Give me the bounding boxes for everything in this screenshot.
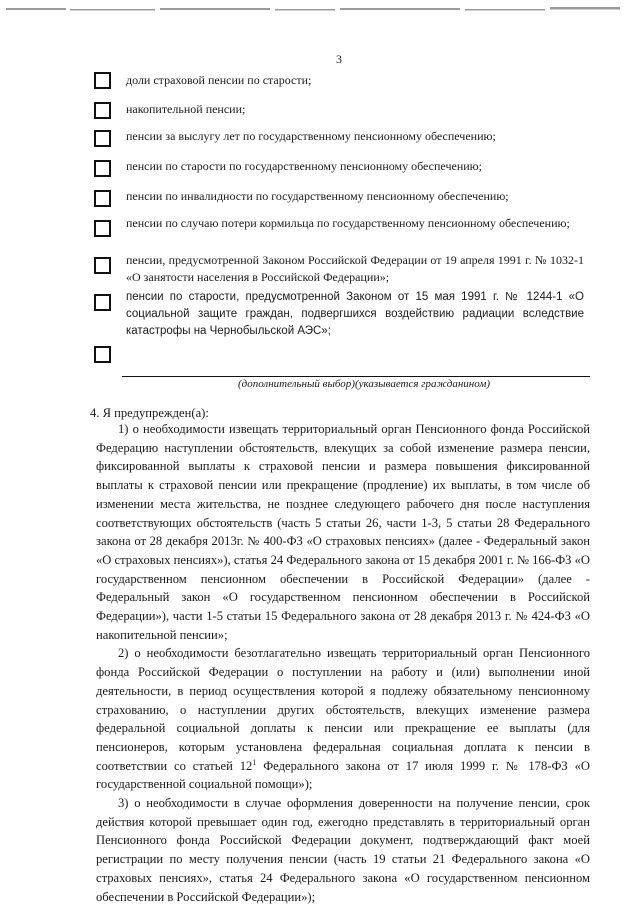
section-heading: 4. Я предупрежден(а): xyxy=(90,406,209,420)
option-label: пенсии за выслугу лет по государственному пенсионному обеспечению; xyxy=(126,129,496,143)
checkbox[interactable] xyxy=(94,257,111,274)
checkbox[interactable] xyxy=(94,220,111,237)
page-number: 3 xyxy=(336,52,342,66)
checkbox[interactable] xyxy=(94,102,111,119)
superscript: 1 xyxy=(252,757,257,767)
checkbox[interactable] xyxy=(94,294,111,311)
warnings-list xyxy=(96,420,590,906)
additional-choice-caption: (дополнительный выбор)(указывается гражданином) xyxy=(237,378,491,390)
option-label: накопительной пенсии; xyxy=(126,102,246,116)
option-label: пенсии по случаю потери кормильца по государственному пенсионному обеспечению; xyxy=(126,216,570,230)
option-label: пенсии, предусмотренной Законом Российской Федерации от 19 апреля 1991 г. № 1032-1 «О занятости населения в Российской Федерации»; xyxy=(126,253,584,284)
checkbox[interactable] xyxy=(94,130,111,147)
checkbox[interactable] xyxy=(94,346,111,363)
warning-item-2-text: 2) о необходимости безотлагательно извещать территориальный орган Пенсионного фонда Российской Федерации о поступлении на работу и (или) выполнении иной деятельности, в период осуществления которой я подлежу обязательному пенсионному страхованию, о наступлении других обстоятельств, влекущих изменение размера федеральной социальной доплаты к пенсии или прекращение ее выплаты (для пенсионеров, которым установлена федеральная социальная доплата к пенсии в соответствии со статьей 12 xyxy=(96,646,590,773)
option-label: пенсии по инвалидности по государственному пенсионному обеспечению; xyxy=(126,189,509,203)
additional-choice-line[interactable] xyxy=(122,376,590,377)
checkbox[interactable] xyxy=(94,160,111,177)
option-label: пенсии по старости, предусмотренной Законом от 15 мая 1991 г. № 1244-1 «О социальной защите граждан, подвергшихся воздействию радиации вследствие катастрофы на Чернобыльской АЭС»; xyxy=(126,291,584,337)
warning-item-3: 3) о необходимости в случае оформления доверенности на получение пенсии, срок действия которой превышает один год, ежегодно представлять в территориальный орган Пенсионного фонда Российской Федерации документ, подтверждающий факт моей регистрации по месту получения пенсии (часть 19 статьи 21 Федерального закона «О страховых пенсиях», статья 24 Федерального закона «О государственном пенсионном обеспечении в Российской Федерации»); xyxy=(96,796,590,904)
scan-noise-header xyxy=(0,0,640,20)
warning-item-2-tail: Федерального закона от 17 июля 1999 г. № 178-ФЗ «О государственной социальной помощи»); xyxy=(96,758,590,792)
option-label: доли страховой пенсии по старости; xyxy=(126,73,312,87)
warning-item-2 xyxy=(96,644,590,794)
warning-item-1: 1) о необходимости извещать территориальный орган Пенсионного фонда Российской Федерацию наступлении обстоятельств, влекущих за собой изменение размера пенсии, фиксированной выплаты к страховой пенсии и размера повышения фиксированной выплаты к страховой пенсии или прекращение (продление) их выплаты, в том числе об изменении места жительства, не позднее следующего рабочего дня после наступления соответствующих обстоятельств (часть 5 статьи 26, части 1-3, 5 статьи 28 Федерального закона от 28 декабря 2013г. № 400-ФЗ «О страховых пенсиях» (далее - Федеральный закон «О страховых пенсиях»), статья 24 Федерального закона от 15 декабря 2001 г. № 166-ФЗ «О государственном пенсионном обеспечении в Российской Федерации» (далее - Федеральный закон «О государственном пенсионном обеспечении в Российской Федерации»), части 1-5 статьи 15 Федерального закона от 28 декабря 2013 г. № 424-ФЗ «О накопительной пенсии»; xyxy=(96,422,591,642)
checkbox[interactable] xyxy=(94,72,111,89)
checkbox[interactable] xyxy=(94,190,111,207)
option-label: пенсии по старости по государственному пенсионному обеспечению; xyxy=(126,159,482,173)
